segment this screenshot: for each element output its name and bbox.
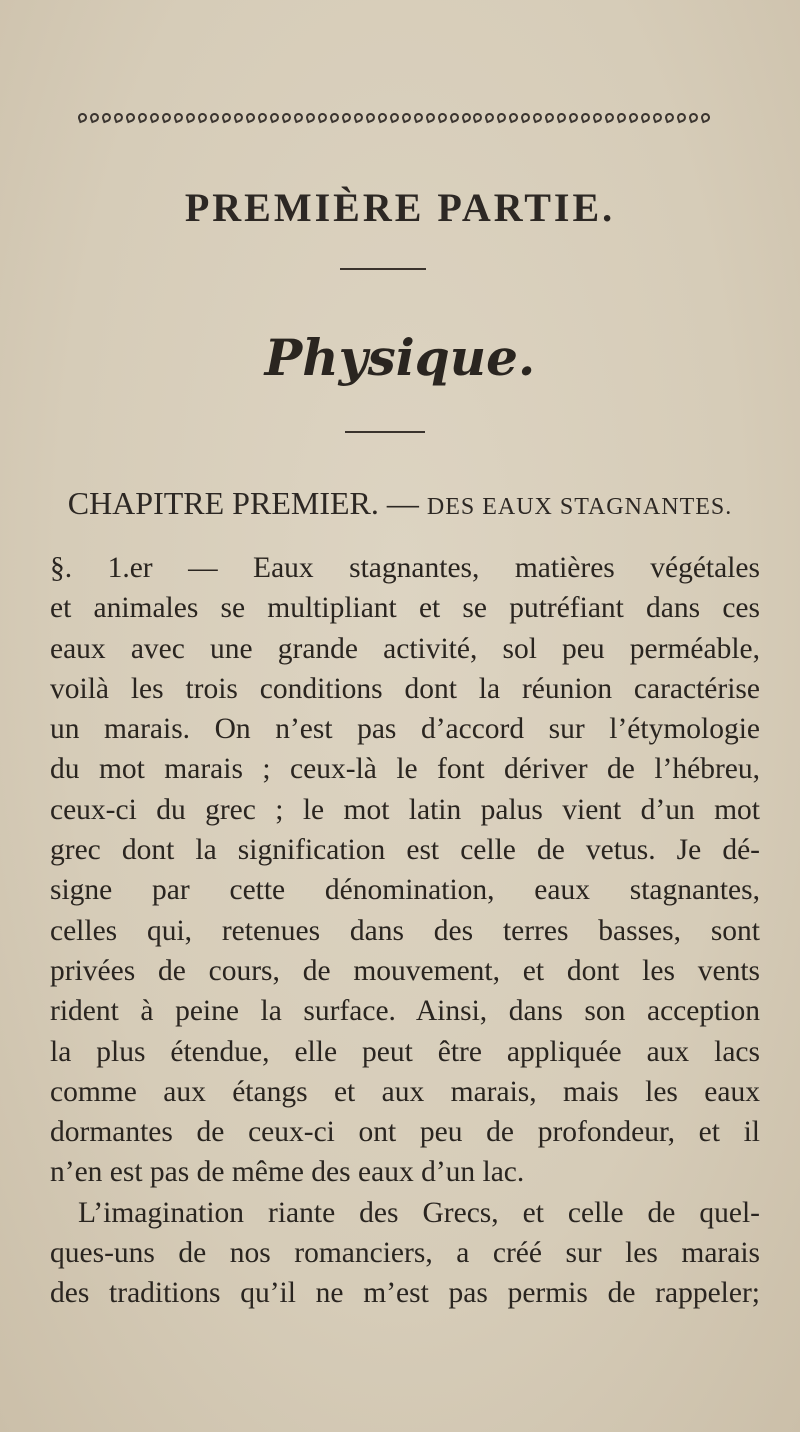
text-line: dormantes de ceux-ci ont peu de profondeur, et il <box>50 1116 760 1149</box>
ornament-glyph <box>400 112 412 124</box>
text-line: signe par cette dénomination, eaux stagnantes, <box>50 874 760 907</box>
text-line: ceux-ci du grec ; le mot latin palus vient d’un mot <box>50 793 760 826</box>
ornament-glyph <box>113 112 125 124</box>
ornament-glyph <box>268 112 280 124</box>
ornament-glyph <box>89 112 101 124</box>
text-line: voilà les trois conditions dont la réunion caractérise <box>50 672 760 705</box>
text-line: et animales se multipliant et se putréfiant dans ces <box>50 592 760 625</box>
divider-rule <box>340 268 426 270</box>
ornament-glyph <box>292 112 304 124</box>
ornament-glyph <box>616 112 628 124</box>
divider-rule <box>345 431 425 433</box>
text-line: comme aux étangs et aux marais, mais les eaux <box>50 1075 760 1108</box>
text-line: du mot marais ; ceux-là le font dériver de l’hébreu, <box>50 753 760 786</box>
ornament-glyph <box>316 112 328 124</box>
section-title: Physique. <box>264 328 536 387</box>
ornament-glyph <box>496 112 508 124</box>
ornament-glyph <box>245 112 257 124</box>
ornament-glyph <box>364 112 376 124</box>
ornament-glyph <box>197 112 209 124</box>
ornament-glyph <box>161 112 173 124</box>
ornament-glyph <box>604 112 616 124</box>
ornament-glyph <box>173 112 185 124</box>
ornament-glyph <box>460 112 472 124</box>
ornament-glyph <box>185 112 197 124</box>
ornament-glyph <box>628 112 640 124</box>
paragraph <box>50 1193 760 1314</box>
text-line: un marais. On n’est pas d’accord sur l’étymologie <box>50 713 760 746</box>
text-line: §. 1.er — Eaux stagnantes, matières végétales <box>50 552 760 584</box>
ornament-glyph <box>280 112 292 124</box>
ornament-glyph <box>652 112 664 124</box>
chapter-label: CHAPITRE PREMIER. — <box>67 485 419 521</box>
part-title: PREMIÈRE PARTIE. <box>184 185 616 230</box>
ornament-glyph <box>592 112 604 124</box>
ornament-glyph <box>700 112 710 124</box>
ornament-glyph <box>209 112 221 124</box>
text-line: eaux avec une grande activité, sol peu perméable, <box>50 632 760 665</box>
ornament-glyph <box>544 112 556 124</box>
ornament-glyph <box>101 112 113 124</box>
ornament-glyph <box>352 112 364 124</box>
decorative-ornament-border <box>78 110 710 126</box>
text-line: la plus étendue, elle peut être appliquée aux lacs <box>50 1035 760 1068</box>
ornament-glyph <box>520 112 532 124</box>
text-line: grec dont la signification est celle de vetus. Je dé- <box>50 834 760 867</box>
text-line: L’imagination riante des Grecs, et celle de quel- <box>78 1196 760 1229</box>
body-text <box>50 548 760 1314</box>
paragraph <box>50 548 760 1193</box>
ornament-glyph <box>340 112 352 124</box>
chapter-heading <box>40 485 760 522</box>
ornament-glyph <box>424 112 436 124</box>
ornament-glyph <box>137 112 149 124</box>
text-line: rident à peine la surface. Ainsi, dans son acception <box>50 995 760 1028</box>
ornament-glyph <box>448 112 460 124</box>
ornament-glyph <box>568 112 580 124</box>
text-line: celles qui, retenues dans des terres basses, sont <box>50 914 760 947</box>
ornament-glyph <box>472 112 484 124</box>
text-line: ques-uns de nos romanciers, a créé sur les marais <box>50 1237 760 1270</box>
ornament-glyph <box>233 112 245 124</box>
ornament-glyph <box>436 112 448 124</box>
text-line: des traditions qu’il ne m’est pas permis de rappeler; <box>50 1277 760 1310</box>
ornament-glyph <box>125 112 137 124</box>
ornament-glyph <box>508 112 520 124</box>
text-line: n’en est pas de même des eaux d’un lac. <box>50 1156 525 1189</box>
ornament-glyph <box>580 112 592 124</box>
ornament-glyph <box>556 112 568 124</box>
ornament-glyph <box>328 112 340 124</box>
ornament-glyph <box>412 112 424 124</box>
ornament-glyph <box>664 112 676 124</box>
ornament-glyph <box>676 112 688 124</box>
ornament-glyph <box>149 112 161 124</box>
ornament-glyph <box>640 112 652 124</box>
ornament-glyph <box>78 112 88 124</box>
ornament-glyph <box>484 112 496 124</box>
ornament-glyph <box>221 112 233 124</box>
ornament-glyph <box>304 112 316 124</box>
ornament-glyph <box>256 112 268 124</box>
ornament-glyph <box>688 112 700 124</box>
ornament-glyph <box>376 112 388 124</box>
ornament-glyph <box>532 112 544 124</box>
ornament-glyph <box>388 112 400 124</box>
text-line: privées de cours, de mouvement, et dont les vents <box>50 954 760 987</box>
chapter-subtitle: DES EAUX STAGNANTES. <box>426 494 733 520</box>
